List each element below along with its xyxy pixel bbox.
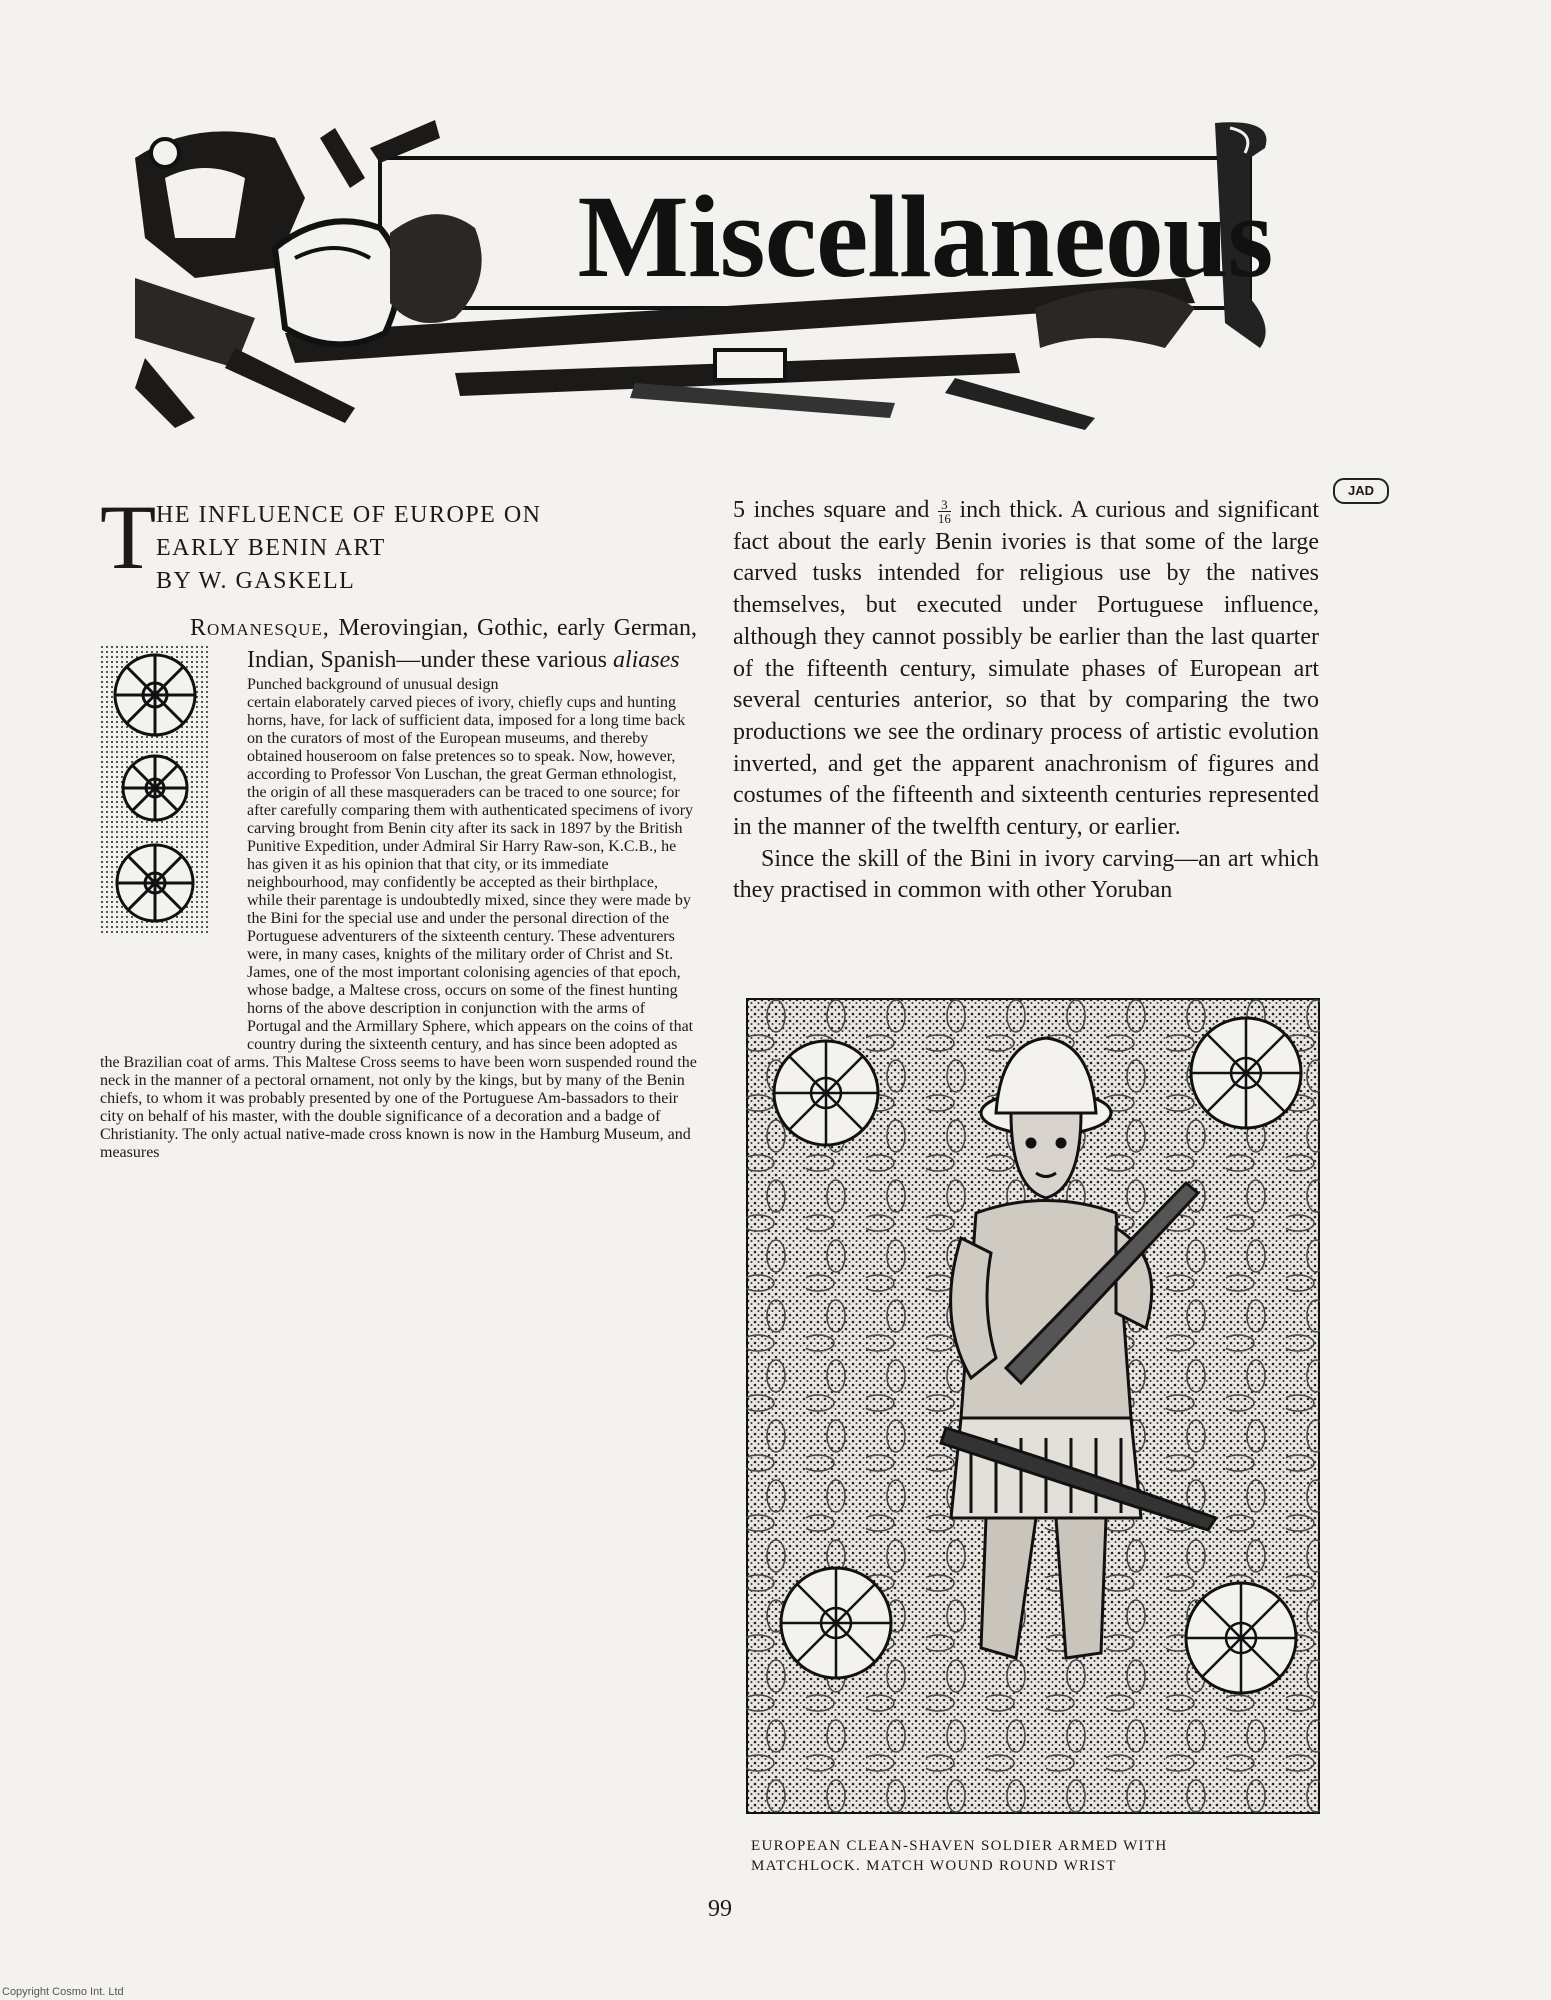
para1-text-a: Merovingian, Gothic, early German, Indian, Spanish—under these various	[247, 615, 697, 673]
page-number: 99	[708, 1896, 732, 1922]
illustration-plate	[746, 998, 1320, 1814]
artist-signature: JAD	[1333, 478, 1389, 504]
title-line-2: EARLY BENIN ART	[156, 535, 386, 561]
article-title	[100, 486, 697, 594]
fraction-denominator: 16	[937, 510, 951, 526]
right-column	[733, 495, 1319, 907]
article-paragraph-1	[100, 613, 697, 676]
fraction-numerator: 3	[938, 498, 951, 512]
para2-text-a: 5 inches square and	[733, 497, 938, 523]
caption-line-2: MATCHLOCK. MATCH WOUND ROUND WRIST	[751, 1858, 1117, 1874]
side-ornament-caption: Punched background of unusual design	[247, 676, 499, 694]
byline: BY W. GASKELL	[156, 568, 356, 594]
fraction	[938, 498, 951, 525]
copyright-notice: Copyright Cosmo Int. Ltd	[2, 1986, 124, 1998]
article-paragraph-2	[733, 495, 1319, 844]
para1-text-b: certain elaborately carved pieces of ivory, chiefly cups and hunting horns, have, for lack of sufficient data, imposed for a long time back on the curators of most of the European museums, and thereby obtained houseroom on false pretences so to speak. Now, however, according to Professor Von Luschan, the great German ethnologist, the origin of all these masqueraders can be traced to one source; for after carefully comparing them with authenticated specimens of ivory carving brought from Benin city after its sack in 1897 by the British Punitive Expedition, under Admiral Sir Harry Raw-son, K.C.B., he has given it as his opinion that that city, or its immediate neighbourhood, may confidently be accepted as their birthplace, while their parentage is undoubtedly mixed, since they were made by the Bini for the special use and under the personal direction of the Portuguese adventurers of the sixteenth century. These adventurers were, in many cases, knights of the military order of Christ and St. James, one of the most important colonising agencies of that epoch, whose badge, a Maltese cross, occurs on some of the finest hunting horns of the above description in conjunction with the arms of Portugal and the Armillary Sphere, which appears on the coins of that country during the sixteenth century, and has since been adopted as the Brazilian coat of arms. This Maltese Cross seems to have been worn suspended round the neck in the manner of a pectoral ornament, not only by the kings, but by many of the Benin chiefs, to whom it was probably presented by one of the Portuguese Am-bassadors to their city on behalf of his master, with the double significance of a decoration and a badge of Christianity. The only actual native-made cross known is now in the Hamburg Museum, and measures	[100, 694, 697, 1162]
article-paragraph-3: Since the skill of the Bini in ivory carving—an art which they practised in common with other Yoruban	[733, 845, 1319, 904]
ivory-carving-illustration	[746, 998, 1320, 1814]
title-line-1: HE INFLUENCE OF EUROPE ON	[156, 502, 542, 528]
drop-cap: T	[100, 486, 157, 588]
left-column	[100, 486, 697, 1178]
para2-text-b: inch thick. A curious and significant fact about the early Benin ivories is that some of the large carved tusks intended for religious use by the natives themselves, but executed under Portuguese influence, although they cannot possibly be earlier than the last quarter of the fifteenth century, simulate phases of European art several centuries anterior, so that by comparing the two productions we see the ordinary process of artistic evolution inverted, and get the apparent anachronism of figures and costumes of the fifteenth and sixteenth centuries represented in the manner of the twelfth century, or earlier.	[733, 497, 1319, 841]
punched-rosette-ornament	[100, 645, 210, 935]
lead-word: Romanesque,	[190, 615, 330, 641]
header-banner	[135, 118, 1374, 498]
caption-line-1: EUROPEAN CLEAN-SHAVEN SOLDIER ARMED WITH	[751, 1838, 1168, 1854]
side-ornament	[100, 645, 235, 1045]
section-title: Miscellaneous	[577, 171, 1273, 302]
para1-emphasis: aliases	[612, 646, 680, 673]
illustration-caption	[751, 1836, 1351, 1876]
